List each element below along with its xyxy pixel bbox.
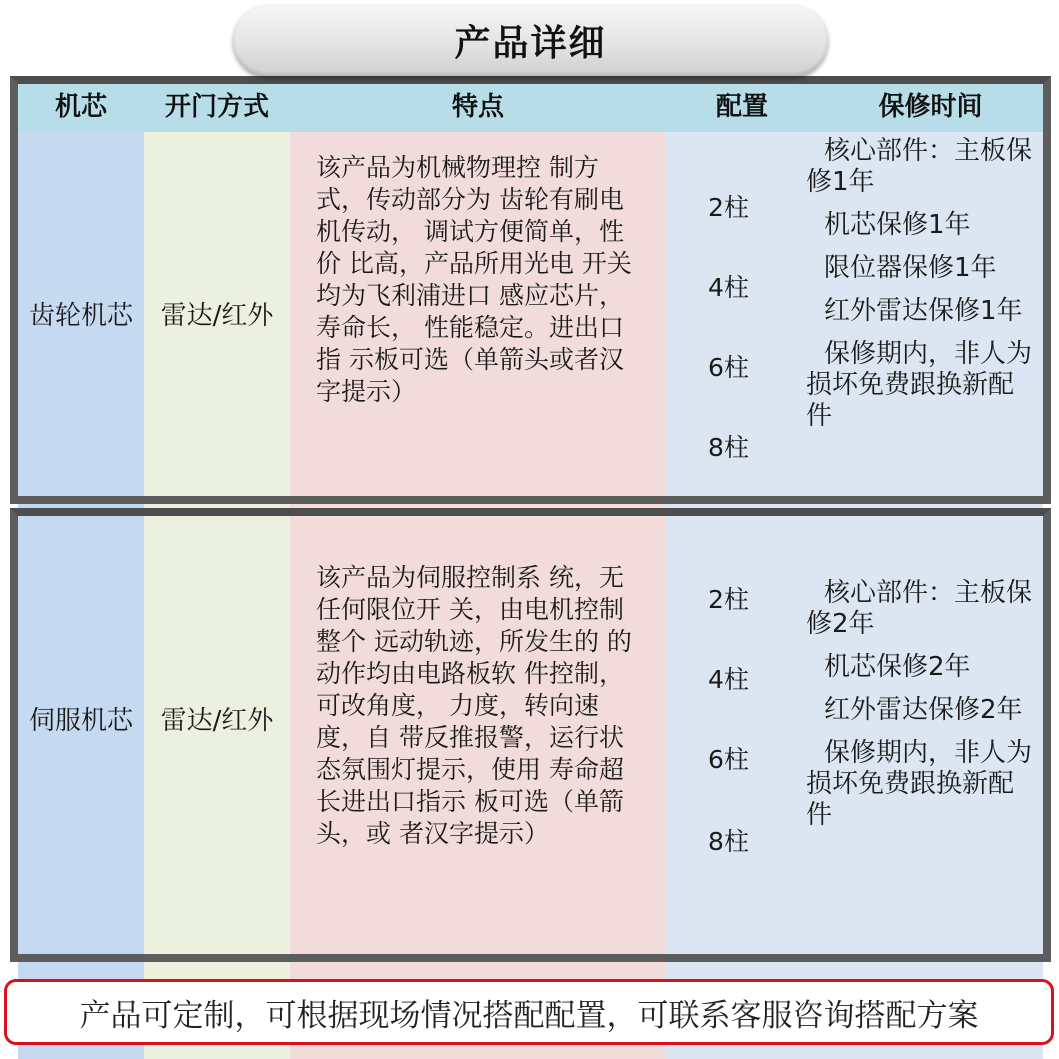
header-feature: 特点 (451, 92, 504, 122)
banner-text: 产品可定制，可根据现场情况搭配配置，可联系客服咨询搭配方案 (79, 997, 979, 1034)
page-title-text: 产品详细 (454, 22, 607, 64)
row2-config-6: 6柱 (708, 745, 749, 774)
header-movement: 机芯 (54, 92, 107, 122)
row2-config-8: 8柱 (708, 827, 749, 856)
header-warranty: 保修时间 (878, 92, 983, 122)
row1-config-2: 2柱 (708, 193, 749, 222)
row1-config-8: 8柱 (708, 433, 749, 462)
table-header (18, 84, 1043, 132)
row2-warranty-1: 核心部件：主板保修2年 (806, 578, 1033, 639)
row1-warranty-2: 机芯保修1年 (824, 210, 971, 240)
row1-door: 雷达/红外 (160, 301, 274, 331)
row1-warranty (806, 136, 1032, 432)
header-door: 开门方式 (164, 92, 269, 122)
customization-banner (4, 979, 1054, 1045)
row2-warranty-2: 机芯保修2年 (824, 652, 971, 682)
row2-movement: 伺服机芯 (28, 706, 133, 736)
row1-config-4: 4柱 (708, 273, 749, 302)
row2-config-4: 4柱 (708, 665, 749, 694)
row1-warranty-4: 红外雷达保修1年 (824, 296, 1023, 326)
row1-config-6: 6柱 (708, 353, 749, 382)
row2-feature: 该产品为伺服控制系 统，无任何限位开 关，由电机控制整个 远动轨迹，所发生的 的动作均由电路板软 件控制，可改角度， 力度，转向速度，自 带反推报警，运行状 态氛围灯提示，使用 寿命超长进出口指示 板可选（单箭头，或 者汉字提示） (316, 563, 632, 848)
row2-warranty (806, 578, 1032, 831)
row2-warranty-4: 保修期内，非人为损坏免费跟换新配件 (806, 738, 1033, 830)
row2-config-2: 2柱 (708, 585, 749, 614)
row1-warranty-1: 核心部件：主板保修1年 (806, 136, 1033, 197)
row1-warranty-3: 限位器保修1年 (824, 253, 997, 283)
row2-warranty-3: 红外雷达保修2年 (824, 695, 1023, 725)
row1-warranty-5: 保修期内，非人为损坏免费跟换新配件 (806, 339, 1033, 431)
header-config: 配置 (715, 92, 768, 122)
row1-movement: 齿轮机芯 (28, 301, 133, 331)
page-title (233, 4, 828, 76)
row2-door: 雷达/红外 (160, 706, 274, 736)
row1-feature: 该产品为机械物理控 制方式，传动部分为 齿轮有刷电机传动， 调试方便简单，性价 比高，产品所用光电 开关均为飞利浦进口 感应芯片，寿命长， 性能稳定。进出口指 示板可选（单箭头或者汉字提示） (316, 153, 632, 406)
